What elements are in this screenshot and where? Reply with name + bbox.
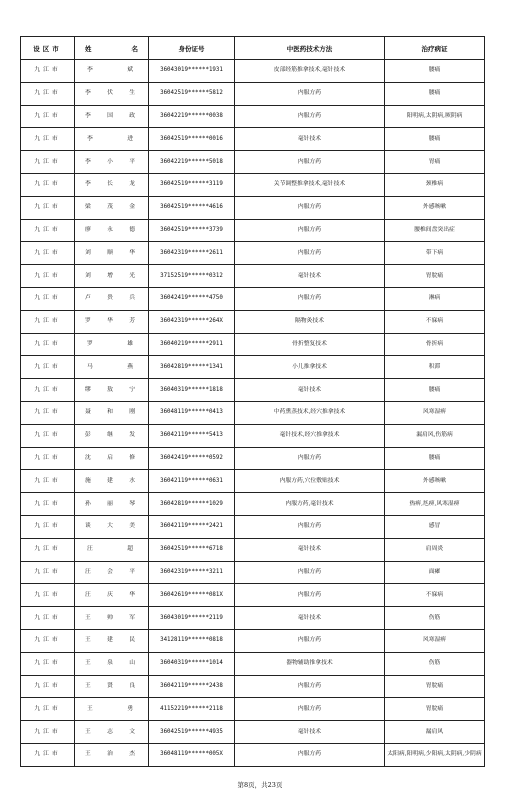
cell-region: 九江市 <box>21 265 75 288</box>
cell-region: 九江市 <box>21 561 75 584</box>
cell-id-number: 36048119******0413 <box>149 401 235 424</box>
cell-name <box>75 424 149 447</box>
cell-tcm-method: 毫针技术 <box>235 265 385 288</box>
cell-tcm-method: 内服方药 <box>235 675 385 698</box>
header-region: 设区市 <box>21 37 75 60</box>
cell-tcm-method: 内服方药 <box>235 515 385 538</box>
cell-region: 九江市 <box>21 219 75 242</box>
cell-id-number: 36042419******0592 <box>149 447 235 470</box>
cell-disease: 骨折病 <box>385 333 485 356</box>
cell-name <box>75 128 149 151</box>
cell-region: 九江市 <box>21 333 75 356</box>
cell-tcm-method: 内服方药 <box>235 584 385 607</box>
cell-tcm-method: 隔物灸技术 <box>235 310 385 333</box>
cell-disease: 腰痛 <box>385 379 485 402</box>
cell-name <box>75 379 149 402</box>
cell-disease: 肩周炎 <box>385 538 485 561</box>
cell-id-number: 36048119******005X <box>149 743 235 766</box>
cell-tcm-method: 内服方药 <box>235 82 385 105</box>
table-row <box>21 173 485 196</box>
table-row <box>21 721 485 744</box>
name-chars: 马 燕 <box>87 363 136 370</box>
cell-tcm-method: 毫针技术,经穴推拿技术 <box>235 424 385 447</box>
cell-id-number: 37152519******0312 <box>149 265 235 288</box>
table-row <box>21 447 485 470</box>
cell-id-number: 36042219******5018 <box>149 151 235 174</box>
cell-id-number: 36042119******0631 <box>149 470 235 493</box>
name-chars: 汪 会 平 <box>85 568 138 575</box>
cell-disease: 感冒 <box>385 515 485 538</box>
cell-region: 九江市 <box>21 493 75 516</box>
cell-id-number: 36042119******2421 <box>149 515 235 538</box>
cell-region: 九江市 <box>21 196 75 219</box>
cell-id-number: 36043019******2119 <box>149 607 235 630</box>
cell-tcm-method: 内服方药 <box>235 743 385 766</box>
cell-region: 九江市 <box>21 401 75 424</box>
cell-disease: 伤筋 <box>385 607 485 630</box>
name-chars: 王 志 文 <box>85 728 138 735</box>
header-tcm: 中医药技术方法 <box>235 37 385 60</box>
cell-id-number: 36042319******264X <box>149 310 235 333</box>
table-row <box>21 379 485 402</box>
cell-name <box>75 356 149 379</box>
name-chars: 李 长 龙 <box>85 181 138 188</box>
cell-name <box>75 584 149 607</box>
cell-region: 九江市 <box>21 721 75 744</box>
cell-tcm-method: 毫针技术 <box>235 538 385 561</box>
name-chars: 李 进 <box>87 135 136 142</box>
cell-id-number: 36042119******2438 <box>149 675 235 698</box>
cell-disease: 胃脘痛 <box>385 675 485 698</box>
name-chars: 王 治 杰 <box>85 751 138 758</box>
cell-disease: 积滞 <box>385 356 485 379</box>
cell-disease: 漏肩风 <box>385 721 485 744</box>
cell-id-number: 36042519******0016 <box>149 128 235 151</box>
name-chars: 汪 超 <box>87 546 136 553</box>
cell-id-number: 36042819******1341 <box>149 356 235 379</box>
name-chars: 王 贤 良 <box>85 682 138 689</box>
cell-id-number: 36042419******4750 <box>149 287 235 310</box>
cell-tcm-method: 器物辅助推拿技术 <box>235 652 385 675</box>
cell-id-number: 36042819******1029 <box>149 493 235 516</box>
cell-name <box>75 265 149 288</box>
cell-id-number: 36042519******3119 <box>149 173 235 196</box>
cell-region: 九江市 <box>21 173 75 196</box>
cell-tcm-method: 内服方药,毫针技术 <box>235 493 385 516</box>
cell-id-number: 36042219******0038 <box>149 105 235 128</box>
name-chars: 梁 茂 金 <box>85 204 138 211</box>
name-chars: 廖 永 德 <box>85 226 138 233</box>
cell-disease: 不寐病 <box>385 310 485 333</box>
name-chars: 卢 贵 兵 <box>85 295 138 302</box>
name-chars: 李 国 政 <box>85 112 138 119</box>
cell-disease: 胃脘痛 <box>385 265 485 288</box>
cell-id-number: 36040319******1014 <box>149 652 235 675</box>
cell-disease: 伤筋 <box>385 652 485 675</box>
cell-region: 九江市 <box>21 538 75 561</box>
cell-name <box>75 493 149 516</box>
name-chars: 李 斌 <box>87 67 136 74</box>
practitioner-table <box>20 36 485 767</box>
cell-name <box>75 333 149 356</box>
cell-disease: 漏肩风,伤筋病 <box>385 424 485 447</box>
cell-tcm-method: 毫针技术 <box>235 607 385 630</box>
table-row <box>21 607 485 630</box>
cell-name <box>75 698 149 721</box>
cell-id-number: 36042519******3739 <box>149 219 235 242</box>
cell-disease: 颈椎病 <box>385 173 485 196</box>
cell-id-number: 34128119******0818 <box>149 629 235 652</box>
cell-disease: 腰椎间盘突出症 <box>385 219 485 242</box>
cell-region: 九江市 <box>21 584 75 607</box>
cell-id-number: 36042119******5413 <box>149 424 235 447</box>
table-row <box>21 356 485 379</box>
cell-name <box>75 105 149 128</box>
cell-region: 九江市 <box>21 287 75 310</box>
table-row <box>21 424 485 447</box>
cell-tcm-method: 中药熏蒸技术,经穴推拿技术 <box>235 401 385 424</box>
table-row <box>21 401 485 424</box>
table-row <box>21 470 485 493</box>
cell-id-number: 36042519******5812 <box>149 82 235 105</box>
cell-name <box>75 743 149 766</box>
cell-disease: 胃脘痛 <box>385 698 485 721</box>
table-row <box>21 310 485 333</box>
header-id: 身份证号 <box>149 37 235 60</box>
table-body <box>21 60 485 767</box>
table-row <box>21 652 485 675</box>
cell-id-number: 41152219******2118 <box>149 698 235 721</box>
table-row <box>21 675 485 698</box>
cell-name <box>75 447 149 470</box>
name-chars: 刘 增 光 <box>85 272 138 279</box>
cell-disease: 腰痛 <box>385 447 485 470</box>
cell-region: 九江市 <box>21 82 75 105</box>
cell-tcm-method: 内服方药 <box>235 629 385 652</box>
cell-id-number: 36040319******1818 <box>149 379 235 402</box>
table-row <box>21 561 485 584</box>
table-row <box>21 515 485 538</box>
cell-name <box>75 629 149 652</box>
cell-name <box>75 173 149 196</box>
cell-tcm-method: 内服方药 <box>235 561 385 584</box>
cell-region: 九江市 <box>21 128 75 151</box>
cell-disease: 淋病 <box>385 287 485 310</box>
name-chars: 刘 顺 华 <box>85 249 138 256</box>
cell-name <box>75 721 149 744</box>
header-name <box>75 37 149 60</box>
cell-name <box>75 607 149 630</box>
cell-name <box>75 515 149 538</box>
header-disease: 治疗病证 <box>385 37 485 60</box>
table-row <box>21 629 485 652</box>
cell-name <box>75 287 149 310</box>
cell-name <box>75 242 149 265</box>
table-row <box>21 219 485 242</box>
cell-name <box>75 538 149 561</box>
table-row <box>21 242 485 265</box>
cell-name <box>75 401 149 424</box>
cell-tcm-method: 内服方药 <box>235 196 385 219</box>
cell-disease: 风寒湿痹 <box>385 401 485 424</box>
cell-id-number: 36040219******2911 <box>149 333 235 356</box>
name-chars: 王 泉 山 <box>85 660 138 667</box>
name-chars: 王 建 民 <box>85 637 138 644</box>
table-row <box>21 333 485 356</box>
cell-region: 九江市 <box>21 675 75 698</box>
cell-id-number: 36042519******4935 <box>149 721 235 744</box>
cell-id-number: 36042519******4616 <box>149 196 235 219</box>
cell-name <box>75 151 149 174</box>
cell-tcm-method: 毫针技术 <box>235 721 385 744</box>
cell-disease: 外感咳嗽 <box>385 196 485 219</box>
cell-region: 九江市 <box>21 629 75 652</box>
cell-region: 九江市 <box>21 447 75 470</box>
name-chars: 汪 庆 华 <box>85 591 138 598</box>
cell-disease: 阳明病,太阴病,厥阴病 <box>385 105 485 128</box>
cell-disease: 带下病 <box>385 242 485 265</box>
cell-region: 九江市 <box>21 356 75 379</box>
cell-disease: 面瘫 <box>385 561 485 584</box>
cell-region: 九江市 <box>21 515 75 538</box>
name-chars: 聂 和 刚 <box>85 409 138 416</box>
table-row <box>21 538 485 561</box>
header-name-text: 姓 名 <box>85 44 138 53</box>
cell-region: 九江市 <box>21 60 75 83</box>
name-chars: 沈 启 修 <box>85 454 138 461</box>
cell-id-number: 36043019******1931 <box>149 60 235 83</box>
cell-tcm-method: 内服方药 <box>235 219 385 242</box>
cell-name <box>75 675 149 698</box>
name-chars: 李 小 平 <box>85 158 138 165</box>
page-footer: 第8页，共23页 <box>237 781 283 789</box>
cell-id-number: 36042319******2611 <box>149 242 235 265</box>
name-chars: 彭 继 发 <box>85 432 138 439</box>
table-row <box>21 60 485 83</box>
cell-name <box>75 196 149 219</box>
table-row <box>21 584 485 607</box>
cell-name <box>75 561 149 584</box>
name-chars: 李 伏 生 <box>85 90 138 97</box>
cell-tcm-method: 毫针技术 <box>235 128 385 151</box>
cell-disease: 不寐病 <box>385 584 485 607</box>
name-chars: 罗 雄 <box>87 340 136 347</box>
cell-disease: 风寒湿痹 <box>385 629 485 652</box>
cell-tcm-method: 内服方药 <box>235 287 385 310</box>
cell-disease: 腰痛 <box>385 128 485 151</box>
cell-region: 九江市 <box>21 424 75 447</box>
cell-id-number: 36042519******6718 <box>149 538 235 561</box>
cell-name <box>75 82 149 105</box>
cell-disease: 热痹,尪痹,风寒湿痹 <box>385 493 485 516</box>
name-chars: 王 帅 军 <box>85 614 138 621</box>
cell-tcm-method: 内服方药 <box>235 447 385 470</box>
cell-tcm-method: 内服方药 <box>235 242 385 265</box>
table-row <box>21 151 485 174</box>
cell-name <box>75 652 149 675</box>
table-row <box>21 287 485 310</box>
table-row <box>21 82 485 105</box>
cell-tcm-method: 皮部经筋推拿技术,毫针技术 <box>235 60 385 83</box>
cell-disease: 腰痛 <box>385 82 485 105</box>
name-chars: 谈 大 美 <box>85 523 138 530</box>
cell-disease: 腰痛 <box>385 60 485 83</box>
table-row <box>21 105 485 128</box>
cell-name <box>75 60 149 83</box>
cell-disease: 太阳病,阳明病,少阳病,太阴病,少阴病 <box>385 743 485 766</box>
cell-id-number: 36042319******3211 <box>149 561 235 584</box>
cell-region: 九江市 <box>21 607 75 630</box>
cell-tcm-method: 关节调整推拿技术,毫针技术 <box>235 173 385 196</box>
table-row <box>21 196 485 219</box>
cell-region: 九江市 <box>21 151 75 174</box>
name-chars: 王 勇 <box>87 705 136 712</box>
table-row <box>21 265 485 288</box>
cell-tcm-method: 小儿推拿技术 <box>235 356 385 379</box>
name-chars: 施 建 水 <box>85 477 138 484</box>
name-chars: 缪 敖 宁 <box>85 386 138 393</box>
cell-disease: 胃痛 <box>385 151 485 174</box>
name-chars: 孙 丽 琴 <box>85 500 138 507</box>
cell-region: 九江市 <box>21 105 75 128</box>
cell-name <box>75 310 149 333</box>
cell-region: 九江市 <box>21 470 75 493</box>
cell-tcm-method: 内服方药 <box>235 151 385 174</box>
cell-region: 九江市 <box>21 242 75 265</box>
cell-region: 九江市 <box>21 698 75 721</box>
cell-tcm-method: 内服方药 <box>235 698 385 721</box>
name-chars: 罗 华 芳 <box>85 318 138 325</box>
table-row <box>21 698 485 721</box>
cell-disease: 外感咳嗽 <box>385 470 485 493</box>
cell-region: 九江市 <box>21 743 75 766</box>
cell-name <box>75 470 149 493</box>
table-row <box>21 743 485 766</box>
table-row <box>21 128 485 151</box>
cell-region: 九江市 <box>21 652 75 675</box>
cell-tcm-method: 毫针技术 <box>235 379 385 402</box>
cell-id-number: 36042619******081X <box>149 584 235 607</box>
cell-tcm-method: 内服方药 <box>235 105 385 128</box>
table-header-row <box>21 37 485 60</box>
cell-region: 九江市 <box>21 310 75 333</box>
cell-name <box>75 219 149 242</box>
cell-tcm-method: 骨折整复技术 <box>235 333 385 356</box>
cell-region: 九江市 <box>21 379 75 402</box>
table-row <box>21 493 485 516</box>
cell-tcm-method: 内服方药,穴位敷贴技术 <box>235 470 385 493</box>
